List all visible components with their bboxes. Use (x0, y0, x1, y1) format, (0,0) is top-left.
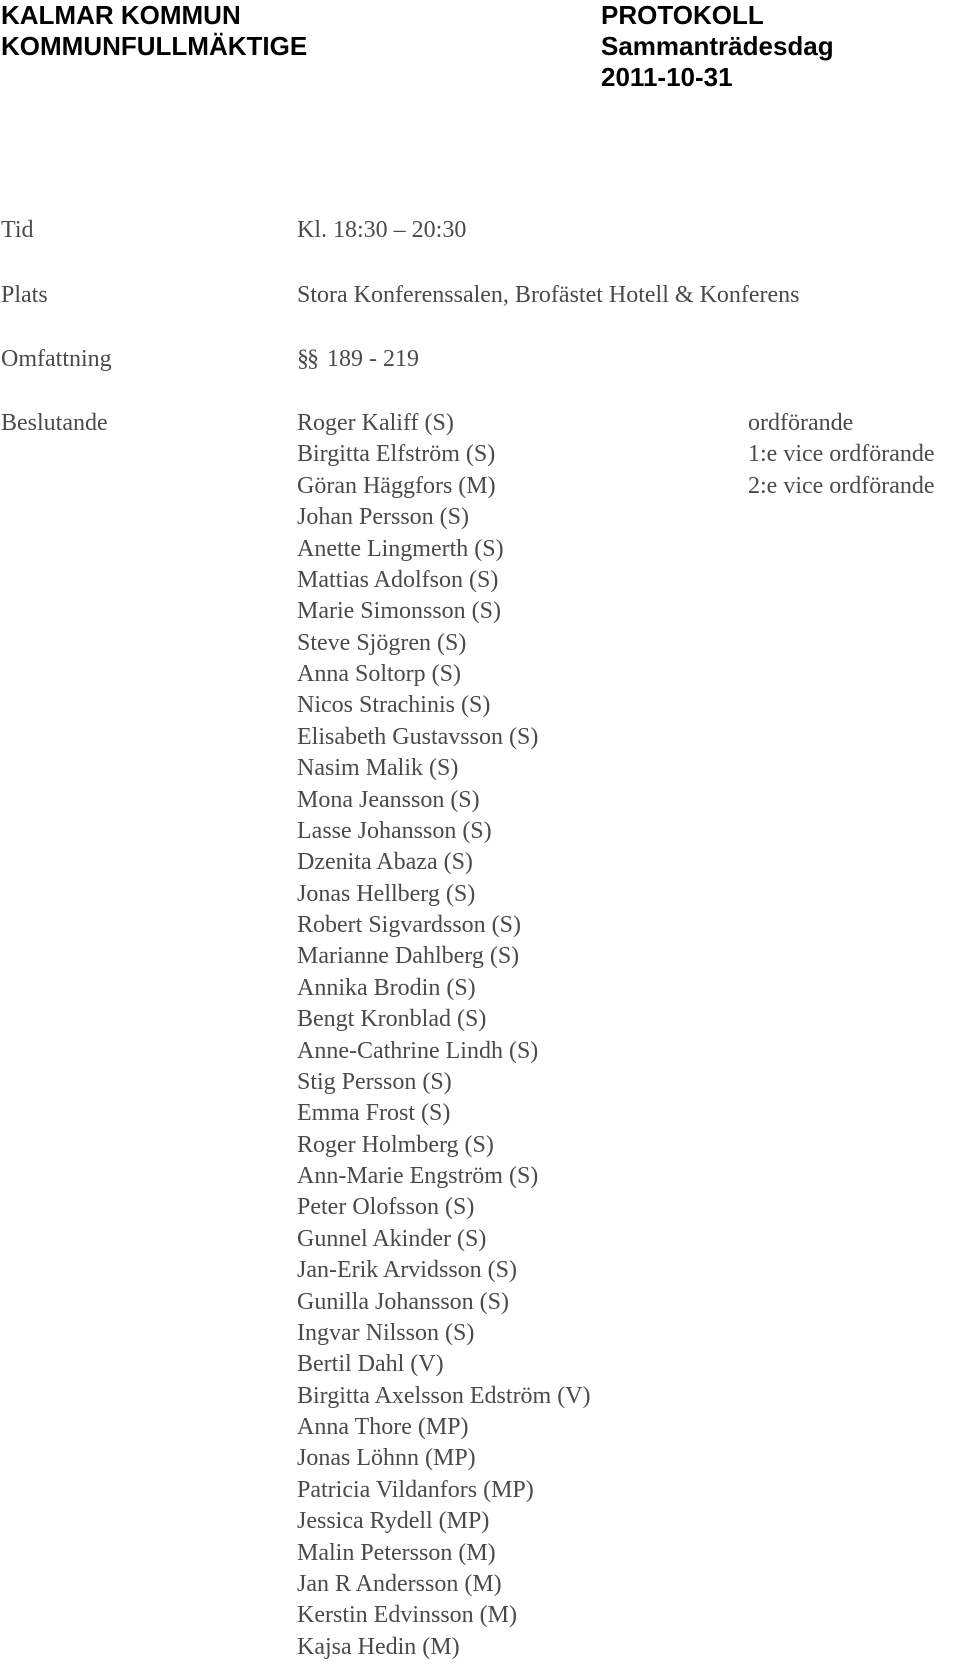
header-organization (1, 0, 307, 62)
member-name: Anna Thore (MP) (297, 1414, 469, 1440)
member-name: Jonas Hellberg (S) (297, 880, 476, 907)
list-item (297, 690, 937, 721)
header-document-info (601, 0, 834, 93)
member-name: Elisabeth Gustavsson (S) (297, 723, 539, 750)
member-name: Gunnel Akinder (S) (297, 1225, 487, 1252)
member-name: Stig Persson (S) (297, 1068, 452, 1095)
member-name: Malin Petersson (M) (297, 1539, 496, 1566)
list-item (297, 1318, 937, 1349)
scope-value-row (297, 344, 419, 375)
member-role: 1:e vice ordförande (748, 441, 935, 468)
member-name: Birgitta Elfström (S) (297, 441, 496, 468)
list-item (297, 973, 937, 1004)
place-value: Stora Konferenssalen, Brofästet Hotell & Konferens (297, 282, 800, 308)
list-item (297, 1192, 937, 1223)
member-name: Bertil Dahl (V) (297, 1351, 444, 1378)
document-type: PROTOKOLL (601, 0, 764, 30)
list-item (297, 565, 937, 596)
member-name: Jan R Andersson (M) (297, 1570, 502, 1597)
list-item (297, 628, 937, 659)
list-item (297, 816, 937, 847)
list-item (297, 1098, 937, 1129)
place-label: Plats (1, 282, 48, 308)
member-name: Ann-Marie Engström (S) (297, 1163, 539, 1189)
decision-makers-list (297, 408, 937, 1663)
list-item (297, 534, 937, 565)
member-role: ordförande (748, 410, 854, 436)
municipality-name: KALMAR KOMMUN (1, 0, 241, 30)
list-item (297, 1036, 937, 1067)
assembly-name: KOMMUNFULLMÄKTIGE (1, 31, 308, 61)
list-item (297, 1130, 937, 1161)
list-item (297, 1349, 937, 1380)
member-name: Steve Sjögren (S) (297, 629, 467, 656)
list-item (297, 1569, 937, 1600)
list-item (297, 1475, 937, 1506)
member-name: Marianne Dahlberg (S) (297, 943, 520, 970)
member-name: Roger Holmberg (S) (297, 1131, 494, 1158)
member-name: Roger Kaliff (S) (297, 410, 454, 436)
list-item (297, 1255, 937, 1286)
member-name: Kajsa Hedin (M) (297, 1633, 460, 1660)
list-item (297, 879, 937, 910)
list-item (297, 1632, 937, 1663)
member-name: Jan-Erik Arvidsson (S) (297, 1257, 517, 1284)
member-name: Emma Frost (S) (297, 1100, 451, 1127)
list-item (297, 439, 937, 470)
member-name: Birgitta Axelsson Edström (V) (297, 1382, 591, 1409)
member-name: Annika Brodin (S) (297, 974, 476, 1001)
member-name: Nicos Strachinis (S) (297, 692, 491, 719)
list-item (297, 1506, 937, 1537)
section-sign-icon: §§ (297, 346, 317, 372)
list-item (297, 1412, 937, 1443)
list-item (297, 1161, 937, 1192)
list-item (297, 1600, 937, 1631)
member-name: Bengt Kronblad (S) (297, 1006, 487, 1033)
decision-makers-label: Beslutande (1, 410, 108, 436)
member-name: Mattias Adolfson (S) (297, 566, 499, 593)
list-item (297, 1287, 937, 1318)
list-item (297, 722, 937, 753)
list-item (297, 1067, 937, 1098)
list-item (297, 941, 937, 972)
member-name: Kerstin Edvinsson (M) (297, 1602, 517, 1629)
member-name: Anette Lingmerth (S) (297, 535, 504, 562)
member-name: Anna Soltorp (S) (297, 661, 461, 687)
list-item (297, 753, 937, 784)
member-name: Anne-Cathrine Lindh (S) (297, 1037, 539, 1064)
member-name: Lasse Johansson (S) (297, 817, 492, 844)
list-item (297, 596, 937, 627)
member-name: Robert Sigvardsson (S) (297, 912, 521, 938)
member-name: Mona Jeansson (S) (297, 786, 480, 813)
member-name: Jessica Rydell (MP) (297, 1508, 490, 1535)
list-item (297, 471, 937, 502)
list-item (297, 502, 937, 533)
list-item (297, 1224, 937, 1255)
list-item (297, 1381, 937, 1412)
list-item (297, 847, 937, 878)
member-name: Johan Persson (S) (297, 504, 469, 531)
time-value: Kl. 18:30 – 20:30 (297, 217, 467, 243)
list-item (297, 1443, 937, 1474)
member-name: Dzenita Abaza (S) (297, 849, 473, 876)
list-item (297, 659, 937, 690)
list-item (297, 785, 937, 816)
list-item (297, 1538, 937, 1569)
member-name: Nasim Malik (S) (297, 755, 459, 782)
time-label: Tid (1, 217, 34, 243)
scope-label: Omfattning (1, 346, 112, 372)
member-name: Jonas Löhnn (MP) (297, 1445, 476, 1472)
list-item (297, 408, 937, 439)
member-name: Gunilla Johansson (S) (297, 1288, 509, 1315)
scope-value: 189 - 219 (327, 346, 419, 372)
member-name: Peter Olofsson (S) (297, 1194, 475, 1221)
member-role: 2:e vice ordförande (748, 472, 935, 499)
member-name: Marie Simonsson (S) (297, 598, 501, 625)
member-name: Ingvar Nilsson (S) (297, 1319, 475, 1346)
member-name: Göran Häggfors (M) (297, 472, 496, 499)
meeting-date-label: Sammanträdesdag (601, 31, 834, 61)
meeting-date: 2011-10-31 (601, 62, 733, 92)
list-item (297, 1004, 937, 1035)
member-name: Patricia Vildanfors (MP) (297, 1476, 534, 1503)
list-item (297, 910, 937, 941)
